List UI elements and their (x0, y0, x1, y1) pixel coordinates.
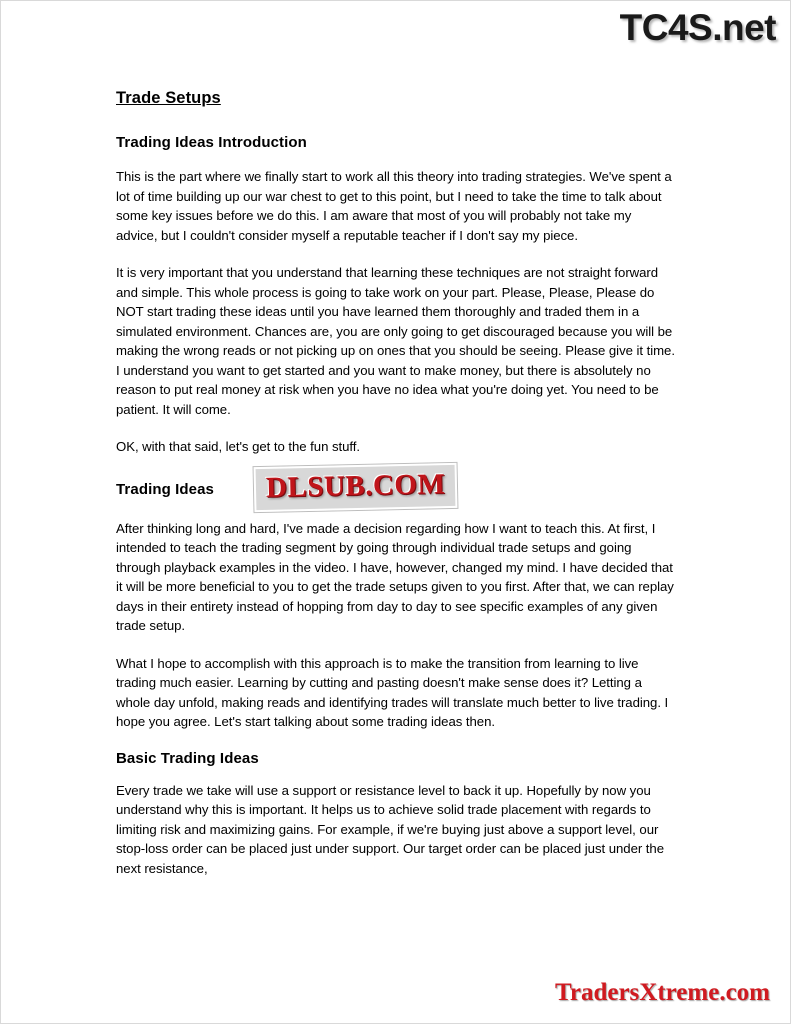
section-heading-trading-ideas: Trading Ideas (116, 480, 214, 498)
dlsub-stamp-watermark (254, 462, 458, 511)
paragraph: It is very important that you understand that learning these techniques are not straight forward and simple. This whole process is going to take work on your part. Please, Please, Please do NOT start trading these ideas until you have learned them thoroughly and traded them in a simulated environment. Chances are, you are only going to get discouraged because you will be making the wrong reads or not picking up on ones that you should be seeing. Please give it time. I understand you want to get started and you want to make money, but there is absolutely no reason to put real money at risk when you have no idea what you're doing yet. You need to be patient. It will come. (116, 265, 675, 417)
section-heading-row (116, 467, 676, 515)
paragraph: OK, with that said, let's get to the fun stuff. (116, 439, 361, 454)
dlsub-stamp-text: DLSUB.COM (265, 467, 446, 504)
footer-brand-watermark: TradersXtreme.com (555, 979, 770, 1006)
document-body (116, 89, 676, 878)
site-brand-watermark: TC4S.net (619, 7, 776, 48)
paragraph: This is the part where we finally start to work all this theory into trading strategies. We've spent a lot of time building up our war chest to get to this point, but I need to take the time to talk about some key issues before we do this. I am aware that most of you will probably not take my advice, but I couldn't consider myself a reputable teacher if I don't say my piece. (116, 169, 672, 243)
section-heading-basic-trading-ideas: Basic Trading Ideas (116, 749, 259, 767)
paragraph: After thinking long and hard, I've made a decision regarding how I want to teach this. At first, I intended to teach the trading segment by going through individual trade setups and going through playback examples in the video. I have, however, changed my mind. I have decided that it will be more beneficial to you to get the trade setups given to you first. After that, we can replay days in their entirety instead of hopping from day to day to see specific examples of any given trade setup. (116, 520, 674, 633)
section-heading-trading-ideas-introduction: Trading Ideas Introduction (116, 134, 307, 151)
paragraph: Every trade we take will use a support or resistance level to back it up. Hopefully by now you understand why this is important. It helps us to achieve solid trade placement with regards to limiting risk and maximizing gains. For example, if we're buying just above a support level, our stop-loss order can be placed just under support. Our target order can be placed just under the next resistance, (116, 782, 664, 876)
page-title: Trade Setups (116, 89, 221, 107)
paragraph: What I hope to accomplish with this approach is to make the transition from learning to live trading much easier. Learning by cutting and pasting doesn't make sense does it? Letting a whole day unfold, making reads and identifying trades will translate much better to live trading. I hope you agree. Let's start talking about some trading ideas then. (116, 655, 669, 729)
